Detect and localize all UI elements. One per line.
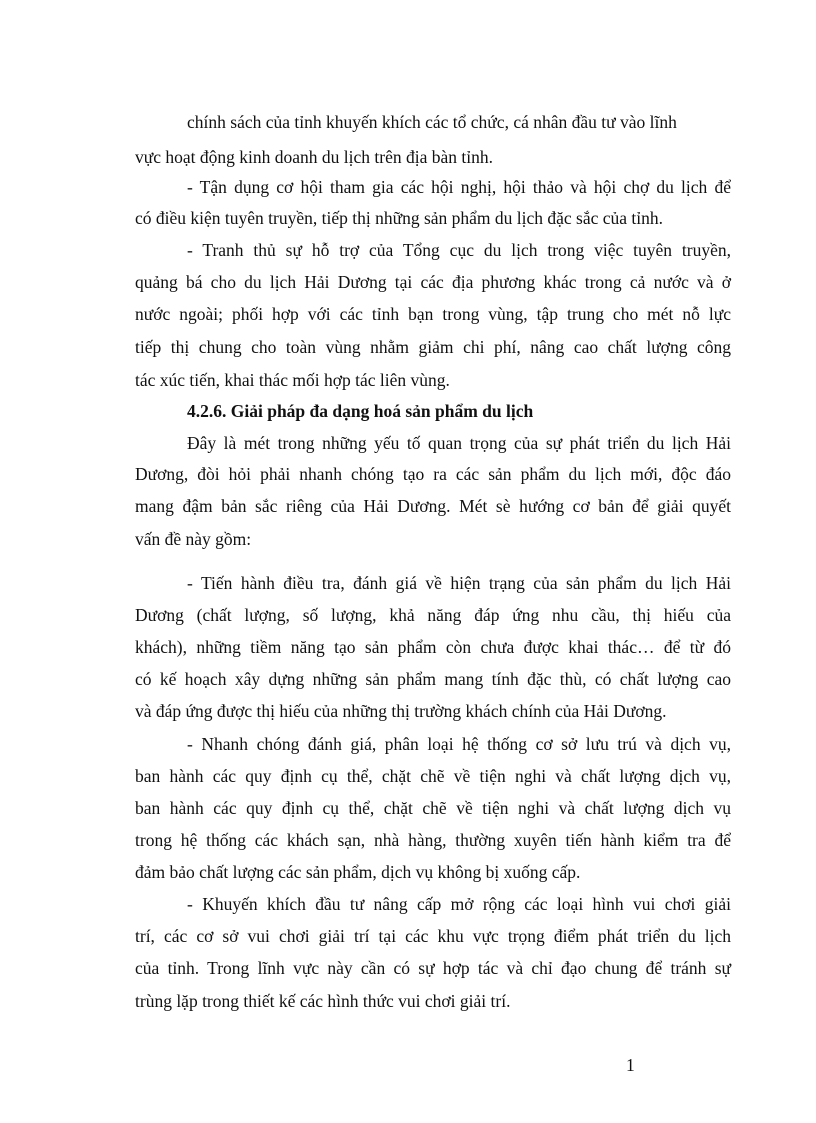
text-line: có kế hoạch xây dựng những sản phẩm mang tính đặc thù, có chất lượng cao xyxy=(135,669,731,689)
text-line: có điều kiện tuyên truyền, tiếp thị những sản phẩm du lịch đặc sắc của tỉnh. xyxy=(135,208,664,228)
text-line: khách), những tiềm năng tạo sản phẩm còn chưa được khai thác… để từ đó xyxy=(135,637,731,657)
text-line: - Nhanh chóng đánh giá, phân loại hệ thống cơ sở lưu trú và dịch vụ, xyxy=(187,734,731,754)
text-line: nước ngoài; phối hợp với các tỉnh bạn trong vùng, tập trung cho mét nỗ lực xyxy=(135,304,731,324)
text-line: Dương, đòi hỏi phải nhanh chóng tạo ra các sản phẩm du lịch mới, độc đáo xyxy=(135,464,731,484)
text-line: và đáp ứng được thị hiếu của những thị trường khách chính của Hải Dương. xyxy=(135,701,667,721)
text-line: - Khuyến khích đầu tư nâng cấp mở rộng các loại hình vui chơi giải xyxy=(187,894,731,914)
page-number: 1 xyxy=(626,1055,635,1075)
text-line: chính sách của tỉnh khuyến khích các tổ chức, cá nhân đầu tư vào lĩnh xyxy=(187,112,677,132)
text-line: ban hành các quy định cụ thể, chặt chẽ về tiện nghi và chất lượng dịch vụ xyxy=(135,798,731,818)
text-line: ban hành các quy định cụ thể, chặt chẽ về tiện nghi và chất lượng dịch vụ, xyxy=(135,766,731,786)
text-line: trí, các cơ sở vui chơi giải trí tại các khu vực trọng điểm phát triển du lịch xyxy=(135,926,731,946)
text-line: đảm bảo chất lượng các sản phẩm, dịch vụ không bị xuống cấp. xyxy=(135,862,581,882)
text-line: Đây là mét trong những yếu tố quan trọng của sự phát triển du lịch Hải xyxy=(187,433,731,453)
text-line: của tỉnh. Trong lĩnh vực này cần có sự hợp tác và chỉ đạo chung để tránh sự xyxy=(135,958,731,978)
text-line: - Tiến hành điều tra, đánh giá về hiện trạng của sản phẩm du lịch Hải xyxy=(187,573,731,593)
text-line: quảng bá cho du lịch Hải Dương tại các địa phương khác trong cả nước và ở xyxy=(135,272,731,292)
text-line: trong hệ thống các khách sạn, nhà hàng, thường xuyên tiến hành kiểm tra để xyxy=(135,830,731,850)
text-line: - Tận dụng cơ hội tham gia các hội nghị, hội thảo và hội chợ du lịch để xyxy=(187,177,731,197)
text-line: trùng lặp trong thiết kế các hình thức vui chơi giải trí. xyxy=(135,991,511,1011)
text-line: vấn đề này gồm: xyxy=(135,529,252,549)
section-heading: 4.2.6. Giải pháp đa dạng hoá sản phẩm du lịch xyxy=(187,401,534,421)
text-line: mang đậm bản sắc riêng của Hải Dương. Mét sè hướng cơ bản để giải quyết xyxy=(135,496,731,516)
text-line: - Tranh thủ sự hỗ trợ của Tổng cục du lịch trong việc tuyên truyền, xyxy=(187,240,731,260)
text-line: tác xúc tiến, khai thác mối hợp tác liên vùng. xyxy=(135,370,450,390)
text-line: tiếp thị chung cho toàn vùng nhằm giảm chi phí, nâng cao chất lượng công xyxy=(135,337,731,357)
text-line: Dương (chất lượng, số lượng, khả năng đáp ứng nhu cầu, thị hiếu của xyxy=(135,605,731,625)
text-line: vực hoạt động kinh doanh du lịch trên địa bàn tỉnh. xyxy=(135,147,493,167)
